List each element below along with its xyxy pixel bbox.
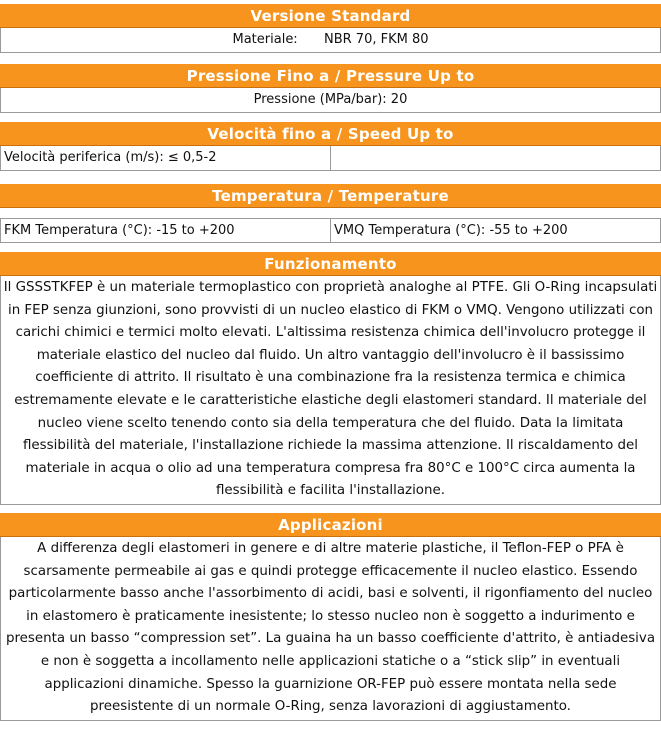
section-versione — [0, 4, 661, 53]
temperature-cell-vmq: VMQ Temperatura (°C): -55 to +200 — [334, 223, 568, 238]
section-title: Applicazioni — [0, 513, 661, 537]
section-title: Versione Standard — [0, 4, 661, 28]
speed-row — [0, 146, 661, 171]
temperature-row — [0, 218, 661, 243]
section-velocita — [0, 122, 661, 171]
pressure-row: Pressione (MPa/bar): 20 — [0, 88, 661, 113]
funzionamento-text: Il GSSSTKFEP è un materiale termoplastico con proprietà analoghe al PTFE. Gli O-Ring incapsulati in FEP senza giunzioni, sono provvisti di un nucleo elastico di FKM o VMQ. Vengono utilizzati con carichi chimici e termici molto elevati. L'altissima resistenza chimica dell'involucro protegge il materiale elastico del nucleo dal fluido. Un altro vantaggio dell'involucro è il bassissimo coefficiente di attrito. Il risultato è una combinazione fra la resistenza termica e chimica estremamente elevate e le caratteristiche elastiche degli elastomeri standard. Il materiale del nucleo viene scelto tenendo conto sia della temperatura che del fluido. Data la limitata flessibilità del materiale, l'installazione richiede la massima attenzione. Il riscaldamento del materiale in acqua o olio ad una temperatura compresa fra 80°C e 100°C circa aumenta la flessibilità e facilita l'installazione. — [0, 276, 661, 505]
section-applicazioni — [0, 513, 661, 721]
section-title: Temperatura / Temperature — [0, 184, 661, 208]
material-row — [0, 28, 661, 53]
section-pressione — [0, 64, 661, 113]
section-title: Pressione Fino a / Pressure Up to — [0, 64, 661, 88]
speed-cell-right — [331, 146, 660, 170]
speed-cell-left: Velocità periferica (m/s): ≤ 0,5-2 — [1, 146, 331, 170]
section-funzionamento — [0, 252, 661, 505]
material-value: NBR 70, FKM 80 — [323, 32, 429, 47]
material-label: Materiale: — [232, 32, 298, 47]
section-title: Velocità fino a / Speed Up to — [0, 122, 661, 146]
section-temperatura — [0, 184, 661, 243]
applicazioni-text: A differenza degli elastomeri in genere e di altre materie plastiche, il Teflon-FEP o PFA è scarsamente permeabile ai gas e quindi protegge efficacemente il nucleo elastico. Essendo particolarmente basso anche l'assorbimento di acidi, basi e solventi, il rigonfiamento del nucleo in elastomero è praticamente inesistente; lo stesso nucleo non è soggetto a indurimento e presenta un basso “compression set”. La guaina ha un basso coefficiente d'attrito, è antiadesiva e non è soggetta a incollamento nelle applicazioni statiche o a “stick slip” in eventuali applicazioni dinamiche. Spesso la guarnizione OR-FEP può essere montata nella sede preesistente di un normale O-Ring, senza lavorazioni di aggiustamento. — [0, 537, 661, 721]
temperature-cell-fkm: FKM Temperatura (°C): -15 to +200 — [1, 219, 331, 242]
section-title: Funzionamento — [0, 252, 661, 276]
